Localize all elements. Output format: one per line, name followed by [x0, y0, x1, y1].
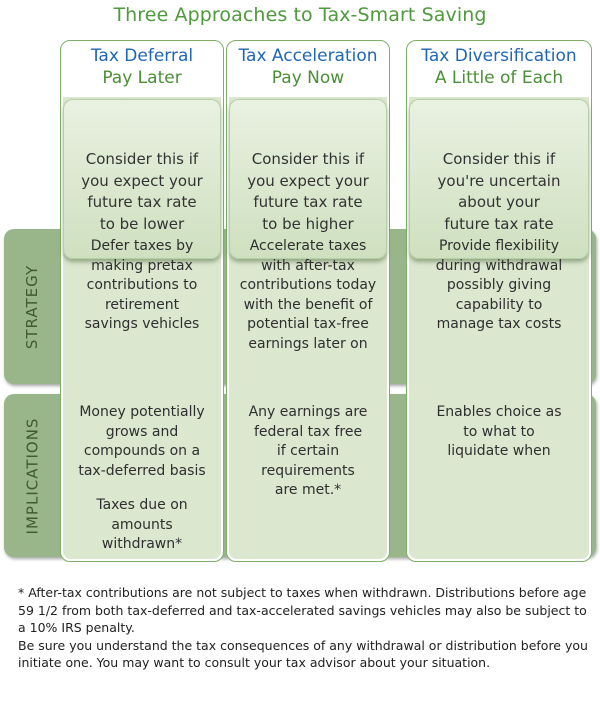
- consider-text: Consider this if you expect your future tax rate to be lower: [81, 150, 203, 233]
- column-tax-acceleration: [226, 40, 390, 562]
- implications-row-label: IMPLICATIONS: [23, 417, 41, 534]
- footnote-line-1: * After-tax contributions are not subject to taxes when withdrawn. Distributions before age 59 1/2 from both tax-deferred and tax-accelerated savings vehicles may also be subject to a 10% IRS penalty.: [18, 585, 587, 635]
- footnote: [18, 584, 590, 672]
- column-heading: Tax Diversification A Little of Each: [421, 46, 577, 88]
- implications-text: Money potentially grows and compounds on a tax-deferred basis Taxes due on amounts withdrawn*: [67, 403, 217, 555]
- implications-note: Taxes due on amounts withdrawn*: [96, 497, 188, 552]
- column-heading: Tax Acceleration Pay Now: [238, 46, 378, 88]
- strategy-text: Defer taxes by making pretax contributions to retirement savings vehicles: [84, 238, 200, 332]
- footnote-line-2: Be sure you understand the tax consequences of any withdrawal or distribution before you initiate one. You may want to consult your tax advisor about your situation.: [18, 637, 588, 670]
- consider-text: Consider this if you expect your future tax rate to be higher: [247, 150, 369, 233]
- strategy-text: Accelerate taxes with after-tax contributions today with the benefit of potential tax-free earnings later on: [239, 238, 377, 352]
- implications-text: Any earnings are federal tax free if certain requirements are met.*: [248, 404, 368, 498]
- strategy-row-label: STRATEGY: [23, 264, 41, 349]
- column-tax-diversification: [406, 40, 592, 562]
- diagram-title: Three Approaches to Tax-Smart Saving: [113, 4, 487, 26]
- column-tax-deferral: [60, 40, 224, 562]
- column-heading: Tax Deferral Pay Later: [90, 46, 194, 88]
- implications-text: Enables choice as to what to liquidate when: [436, 404, 562, 459]
- consider-text: Consider this if you're uncertain about your future tax rate: [437, 150, 561, 233]
- strategy-text: Provide flexibility during withdrawal possibly giving capability to manage tax costs: [435, 238, 563, 332]
